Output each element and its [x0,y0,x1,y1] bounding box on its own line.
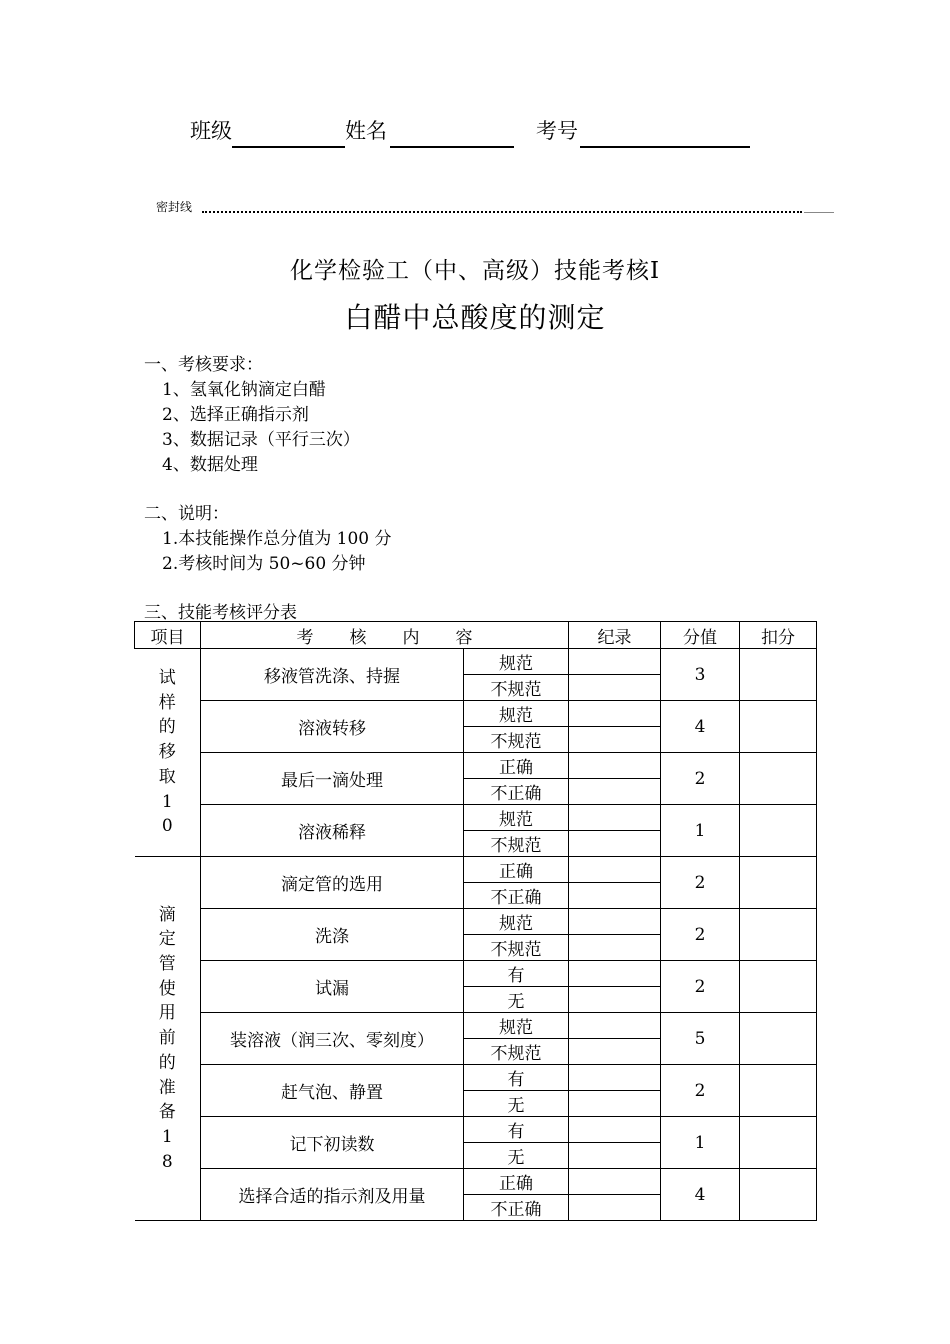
option-a: 有 [464,961,569,987]
deduct-cell[interactable] [740,1065,817,1117]
option-b: 不规范 [464,1039,569,1065]
requirement-item: 4、数据处理 [162,455,258,475]
deduct-cell[interactable] [740,1117,817,1169]
record-cell[interactable] [569,961,661,987]
table-row [135,1013,817,1039]
option-a: 规范 [464,909,569,935]
option-a: 有 [464,1117,569,1143]
category-label: 试样的移取10 [158,668,176,837]
score-table-heading: 三、技能考核评分表 [144,603,297,623]
option-a: 规范 [464,805,569,831]
option-b: 不正确 [464,883,569,909]
item-content: 装溶液（润三次、零刻度） [201,1013,464,1065]
table-row [135,1065,817,1091]
table-header-row [135,622,817,649]
record-cell[interactable] [569,779,661,805]
deduct-cell[interactable] [740,649,817,701]
record-cell[interactable] [569,675,661,701]
record-cell[interactable] [569,1039,661,1065]
exam-no-blank[interactable] [580,116,750,148]
record-cell[interactable] [569,1195,661,1221]
record-cell[interactable] [569,1091,661,1117]
points-cell: 1 [661,805,740,857]
name-label: 姓名 [345,119,387,143]
item-content: 赶气泡、静置 [201,1065,464,1117]
category-label: 滴定管使用前的准备18 [158,904,176,1172]
class-blank[interactable] [232,116,345,148]
table-row [135,1117,817,1143]
requirement-item: 3、数据记录（平行三次） [162,430,360,450]
class-label: 班级 [190,119,232,143]
table-row [135,701,817,727]
table-row [135,857,817,883]
option-b: 不规范 [464,831,569,857]
record-cell[interactable] [569,831,661,857]
deduct-cell[interactable] [740,805,817,857]
seal-line [202,211,802,213]
record-cell[interactable] [569,1143,661,1169]
item-content: 滴定管的选用 [201,857,464,909]
record-cell[interactable] [569,701,661,727]
note-item: 1.本技能操作总分值为 100 分 [162,529,392,549]
col-record: 纪录 [569,622,661,649]
points-cell: 3 [661,649,740,701]
option-a: 正确 [464,753,569,779]
points-cell: 5 [661,1013,740,1065]
option-a: 规范 [464,701,569,727]
score-table [134,621,817,1221]
option-b: 不规范 [464,675,569,701]
seal-label: 密封线 [156,200,193,214]
record-cell[interactable] [569,727,661,753]
requirement-item: 2、选择正确指示剂 [162,405,309,425]
category-cell [135,857,201,1221]
item-content: 选择合适的指示剂及用量 [201,1169,464,1221]
record-cell[interactable] [569,883,661,909]
record-cell[interactable] [569,909,661,935]
points-cell: 1 [661,1117,740,1169]
exam-no-label: 考号 [536,119,578,143]
item-content: 溶液转移 [201,701,464,753]
requirement-item: 1、氢氧化钠滴定白醋 [162,380,326,400]
option-b: 不规范 [464,935,569,961]
option-a: 正确 [464,1169,569,1195]
col-content: 考 核 内 容 [201,622,569,649]
item-content: 记下初读数 [201,1117,464,1169]
record-cell[interactable] [569,1013,661,1039]
deduct-cell[interactable] [740,857,817,909]
name-blank[interactable] [390,116,514,148]
option-b: 不正确 [464,1195,569,1221]
seal-line-tail [804,212,834,213]
option-a: 正确 [464,857,569,883]
points-cell: 2 [661,909,740,961]
option-a: 规范 [464,1013,569,1039]
record-cell[interactable] [569,805,661,831]
table-row [135,649,817,675]
points-cell: 2 [661,961,740,1013]
deduct-cell[interactable] [740,1013,817,1065]
option-b: 无 [464,987,569,1013]
deduct-cell[interactable] [740,701,817,753]
points-cell: 4 [661,1169,740,1221]
record-cell[interactable] [569,935,661,961]
col-deduct: 扣分 [740,622,817,649]
item-content: 最后一滴处理 [201,753,464,805]
note-item: 2.考核时间为 50~60 分钟 [162,554,366,574]
option-b: 无 [464,1091,569,1117]
points-cell: 2 [661,1065,740,1117]
option-b: 无 [464,1143,569,1169]
table-row [135,909,817,935]
deduct-cell[interactable] [740,1169,817,1221]
item-content: 洗涤 [201,909,464,961]
col-points: 分值 [661,622,740,649]
option-a: 规范 [464,649,569,675]
deduct-cell[interactable] [740,961,817,1013]
category-cell [135,649,201,857]
table-row [135,805,817,831]
notes-heading: 二、说明： [144,504,229,524]
record-cell[interactable] [569,1169,661,1195]
points-cell: 2 [661,857,740,909]
record-cell[interactable] [569,649,661,675]
col-project: 项目 [135,622,201,649]
exam-title: 化学检验工（中、高级）技能考核Ⅰ [289,258,661,284]
option-b: 不正确 [464,779,569,805]
item-content: 移液管洗涤、持握 [201,649,464,701]
item-content: 溶液稀释 [201,805,464,857]
record-cell[interactable] [569,987,661,1013]
record-cell[interactable] [569,857,661,883]
deduct-cell[interactable] [740,909,817,961]
item-content: 试漏 [201,961,464,1013]
option-a: 有 [464,1065,569,1091]
points-cell: 4 [661,701,740,753]
table-row [135,961,817,987]
record-cell[interactable] [569,1117,661,1143]
record-cell[interactable] [569,1065,661,1091]
option-b: 不规范 [464,727,569,753]
table-row [135,753,817,779]
deduct-cell[interactable] [740,753,817,805]
points-cell: 2 [661,753,740,805]
table-row [135,1169,817,1195]
record-cell[interactable] [569,753,661,779]
exam-subtitle: 白醋中总酸度的测定 [344,301,606,334]
requirements-heading: 一、考核要求： [144,355,263,375]
